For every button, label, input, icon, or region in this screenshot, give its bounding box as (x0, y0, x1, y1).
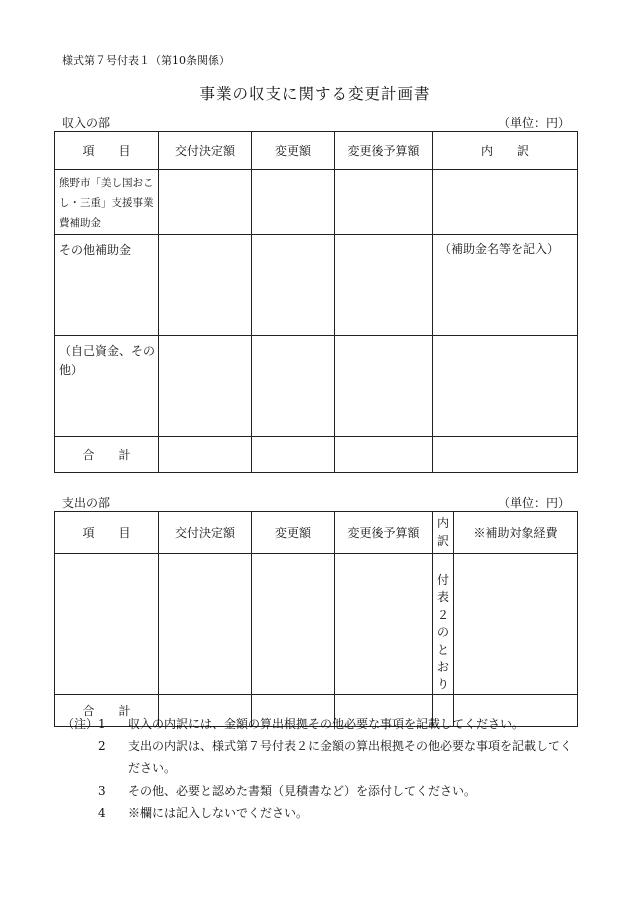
income-row-label: 熊野市「美し国おこし・三重」支援事業費補助金 (55, 170, 159, 235)
note-text: ※欄には記入しないでください。 (128, 805, 309, 820)
note-number: 3 (98, 783, 106, 798)
income-row (55, 234, 578, 335)
expense-cell-change[interactable] (252, 554, 335, 695)
income-row (55, 170, 578, 235)
expense-total-label: 合 計 (55, 694, 159, 726)
income-total-breakdown[interactable] (433, 436, 578, 472)
income-total-decided[interactable] (159, 436, 252, 472)
expense-header-change-amount: 変更額 (252, 512, 335, 554)
income-cell-breakdown[interactable] (433, 170, 578, 235)
income-row-label: その他補助金 (55, 234, 159, 335)
income-row-label: （自己資金、その他） (55, 335, 159, 436)
expense-cell-eligible[interactable] (454, 554, 578, 695)
vertical-char: 付 (436, 573, 449, 587)
note-text: その他、必要と認めた書類（見積書など）を添付してください。 (128, 783, 477, 798)
expense-header-revised-budget: 変更後予算額 (335, 512, 433, 554)
income-cell-breakdown[interactable] (433, 335, 578, 436)
vertical-char: お (436, 659, 449, 674)
income-cell-decided[interactable] (159, 170, 252, 235)
expense-header-breakdown (433, 512, 454, 554)
income-cell-change[interactable] (252, 170, 335, 235)
income-total-revised[interactable] (335, 436, 433, 472)
income-unit-label: （単位：円） (498, 116, 571, 130)
expense-header-eligible-cost: ※補助対象経費 (454, 512, 578, 554)
form-id: 様式第７号付表１（第10条関係） (62, 54, 230, 67)
income-cell-revised[interactable] (335, 170, 433, 235)
income-cell-decided[interactable] (159, 335, 252, 436)
vertical-char: と (436, 642, 449, 657)
income-cell-decided[interactable] (159, 234, 252, 335)
notes-tag: （注） (62, 717, 99, 731)
note-item (62, 713, 582, 735)
expense-cell-item[interactable] (55, 554, 159, 695)
note-number: 2 (98, 739, 106, 754)
expense-header-row (55, 512, 578, 554)
income-total-change[interactable] (252, 436, 335, 472)
income-table (54, 131, 578, 473)
income-cell-breakdown[interactable]: （補助金名等を記入） (433, 234, 578, 335)
income-header-change-amount: 変更額 (252, 132, 335, 170)
note-number: 4 (98, 805, 106, 820)
expense-header-breakdown-text (433, 515, 453, 550)
expense-table (54, 511, 578, 727)
expense-breakdown-note (433, 554, 454, 695)
income-cell-revised[interactable] (335, 335, 433, 436)
expense-cell-revised[interactable] (335, 554, 433, 695)
note-text: 支出の内訳は、様式第７号付表２に金額の算出根拠その他必要な事項を記載してください。 (128, 739, 573, 776)
note-number: 1 (98, 717, 106, 731)
income-header-item: 項 目 (55, 132, 159, 170)
note-item (62, 802, 582, 824)
expense-header-decided-amount: 交付決定額 (159, 512, 252, 554)
income-header-breakdown: 内 訳 (433, 132, 578, 170)
expense-row (55, 554, 578, 695)
income-total-row (55, 436, 578, 472)
income-row (55, 335, 578, 436)
notes (62, 713, 582, 824)
income-cell-revised[interactable] (335, 234, 433, 335)
vertical-char: ２ (436, 607, 449, 622)
income-section-label: 収入の部 (62, 116, 111, 130)
income-total-label: 合 計 (55, 436, 159, 472)
vertical-char: り (436, 677, 449, 692)
note-item (62, 735, 582, 779)
vertical-char: の (436, 625, 449, 640)
document-title: 事業の収支に関する変更計画書 (199, 85, 431, 103)
expense-breakdown-vertical-text (433, 572, 453, 694)
vertical-char: 内 (436, 516, 449, 531)
income-header-decided-amount: 交付決定額 (159, 132, 252, 170)
income-header-revised-budget: 変更後予算額 (335, 132, 433, 170)
note-text: 収入の内訳には、金額の算出根拠その他必要な事項を記載してください。 (128, 717, 525, 731)
vertical-char: 表 (436, 590, 449, 605)
income-header-row (55, 132, 578, 170)
expense-unit-label: （単位：円） (498, 496, 571, 510)
vertical-char: 訳 (436, 533, 449, 548)
expense-header-item: 項 目 (55, 512, 159, 554)
income-cell-change[interactable] (252, 234, 335, 335)
expense-cell-decided[interactable] (159, 554, 252, 695)
income-cell-change[interactable] (252, 335, 335, 436)
expense-section-label: 支出の部 (62, 496, 111, 510)
note-item (62, 780, 582, 802)
